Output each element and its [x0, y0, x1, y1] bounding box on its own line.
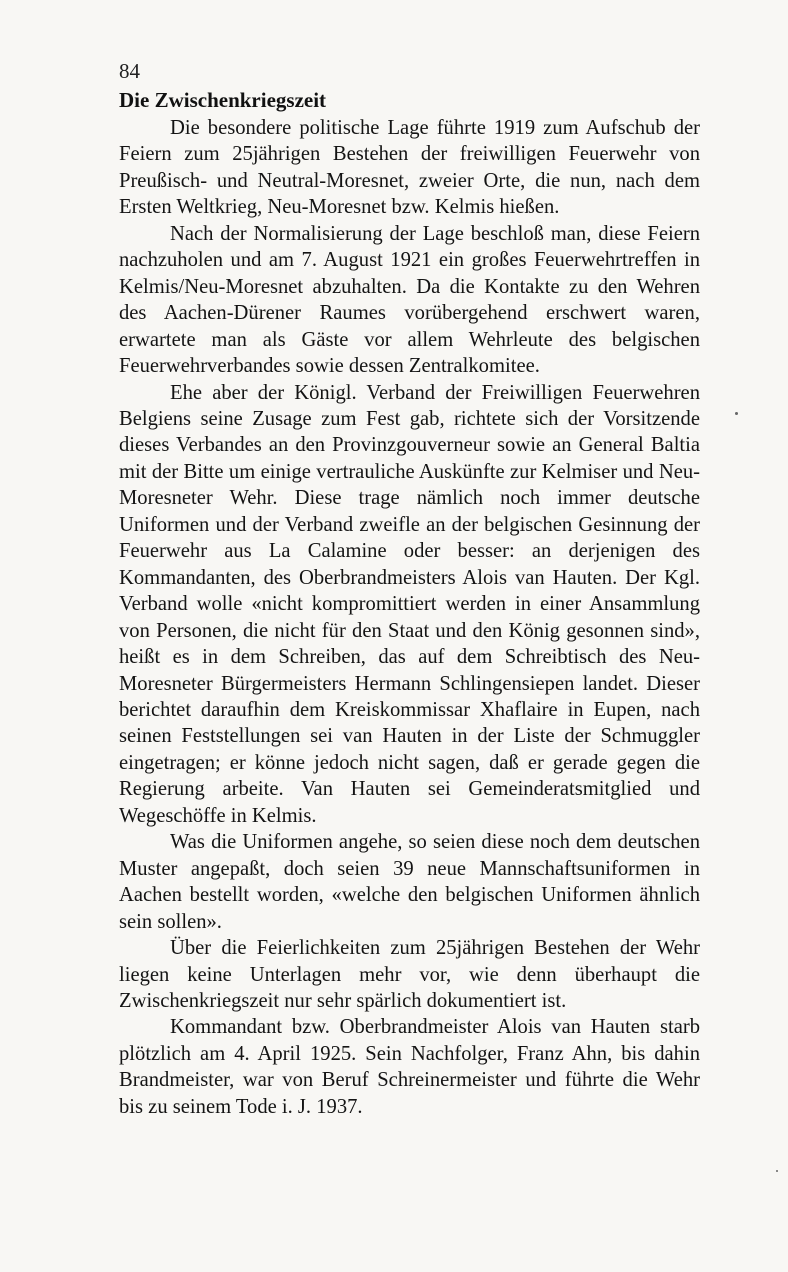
paragraph: Ehe aber der Königl. Verband der Freiwilligen Feuerwehren Belgiens seine Zusage zum Fest gab, richtete sich der Vorsitzende dieses Verbandes an den Provinzgouverneur sowie an General Baltia mit der Bitte um einige vertrauliche Auskünfte zur Kelmiser und Neu-Moresneter Wehr. Diese trage nämlich noch immer deutsche Uniformen und der Verband zweifle an der belgischen Gesinnung der Feuerwehr aus La Calamine oder besser: an derjenigen des Kommandanten, des Oberbrandmeisters Alois van Hauten. Der Kgl. Verband wolle «nicht kompromittiert werden in einer Ansammlung von Personen, die nicht für den Staat und den König gesonnen sind», heißt es in dem Schreiben, das auf dem Schreibtisch des Neu-Moresneter Bürgermeisters Hermann Schlingensiepen landet. Dieser berichtet daraufhin dem Kreiskommissar Xhaflaire in Eupen, nach seinen Feststellungen sei van Hauten in der Liste der Schmuggler eingetragen; er könne jedoch nicht sagen, daß er gerade gegen die Regierung arbeite. Van Hauten sei Gemeinderatsmitglied und Wegeschöffe in Kelmis.: [119, 381, 700, 827]
paragraph: Die besondere politische Lage führte 1919 zum Aufschub der Feiern zum 25jährigen Bestehen der freiwilligen Feuerwehr von Preußisch- und Neutral-Moresnet, zweier Orte, die nun, nach dem Ersten Weltkrieg, Neu-Moresnet bzw. Kelmis hießen.: [119, 117, 700, 219]
paragraph: Kommandant bzw. Oberbrandmeister Alois van Hauten starb plötzlich am 4. April 1925. Sein Nachfolger, Franz Ahn, bis dahin Brandmeister, war von Beruf Schreinermeister und führte die Wehr bis zu seinem Tode i. J. 1937.: [119, 1016, 700, 1118]
paper-speck: [735, 412, 738, 415]
paragraph: Was die Uniformen angehe, so seien diese noch dem deutschen Muster angepaßt, doch seien 39 neue Mannschaftsuniformen in Aachen bestellt worden, «welche den belgischen Uniformen ähnlich sein sollen».: [119, 831, 700, 933]
page-number: 84: [119, 59, 140, 83]
body-text: [119, 115, 700, 1120]
section-heading: Die Zwischenkriegszeit: [119, 88, 327, 112]
paragraph: Über die Feierlichkeiten zum 25jährigen Bestehen der Wehr liegen keine Unterlagen mehr vor, wie denn überhaupt die Zwischenkriegszeit nur sehr spärlich dokumentiert ist.: [119, 937, 700, 1012]
paper-speck: [776, 1170, 778, 1172]
paragraph: Nach der Normalisierung der Lage beschloß man, diese Feiern nachzuholen und am 7. August 1921 ein großes Feuerwehrtreffen in Kelmis/Neu-Moresnet abzuhalten. Da die Kontakte zu den Wehren des Aachen-Dürener Raumes vorübergehend erschwert waren, erwartete man als Gäste vor allem Wehrleute des belgischen Feuerwehrverbandes sowie dessen Zentralkomitee.: [119, 222, 700, 378]
